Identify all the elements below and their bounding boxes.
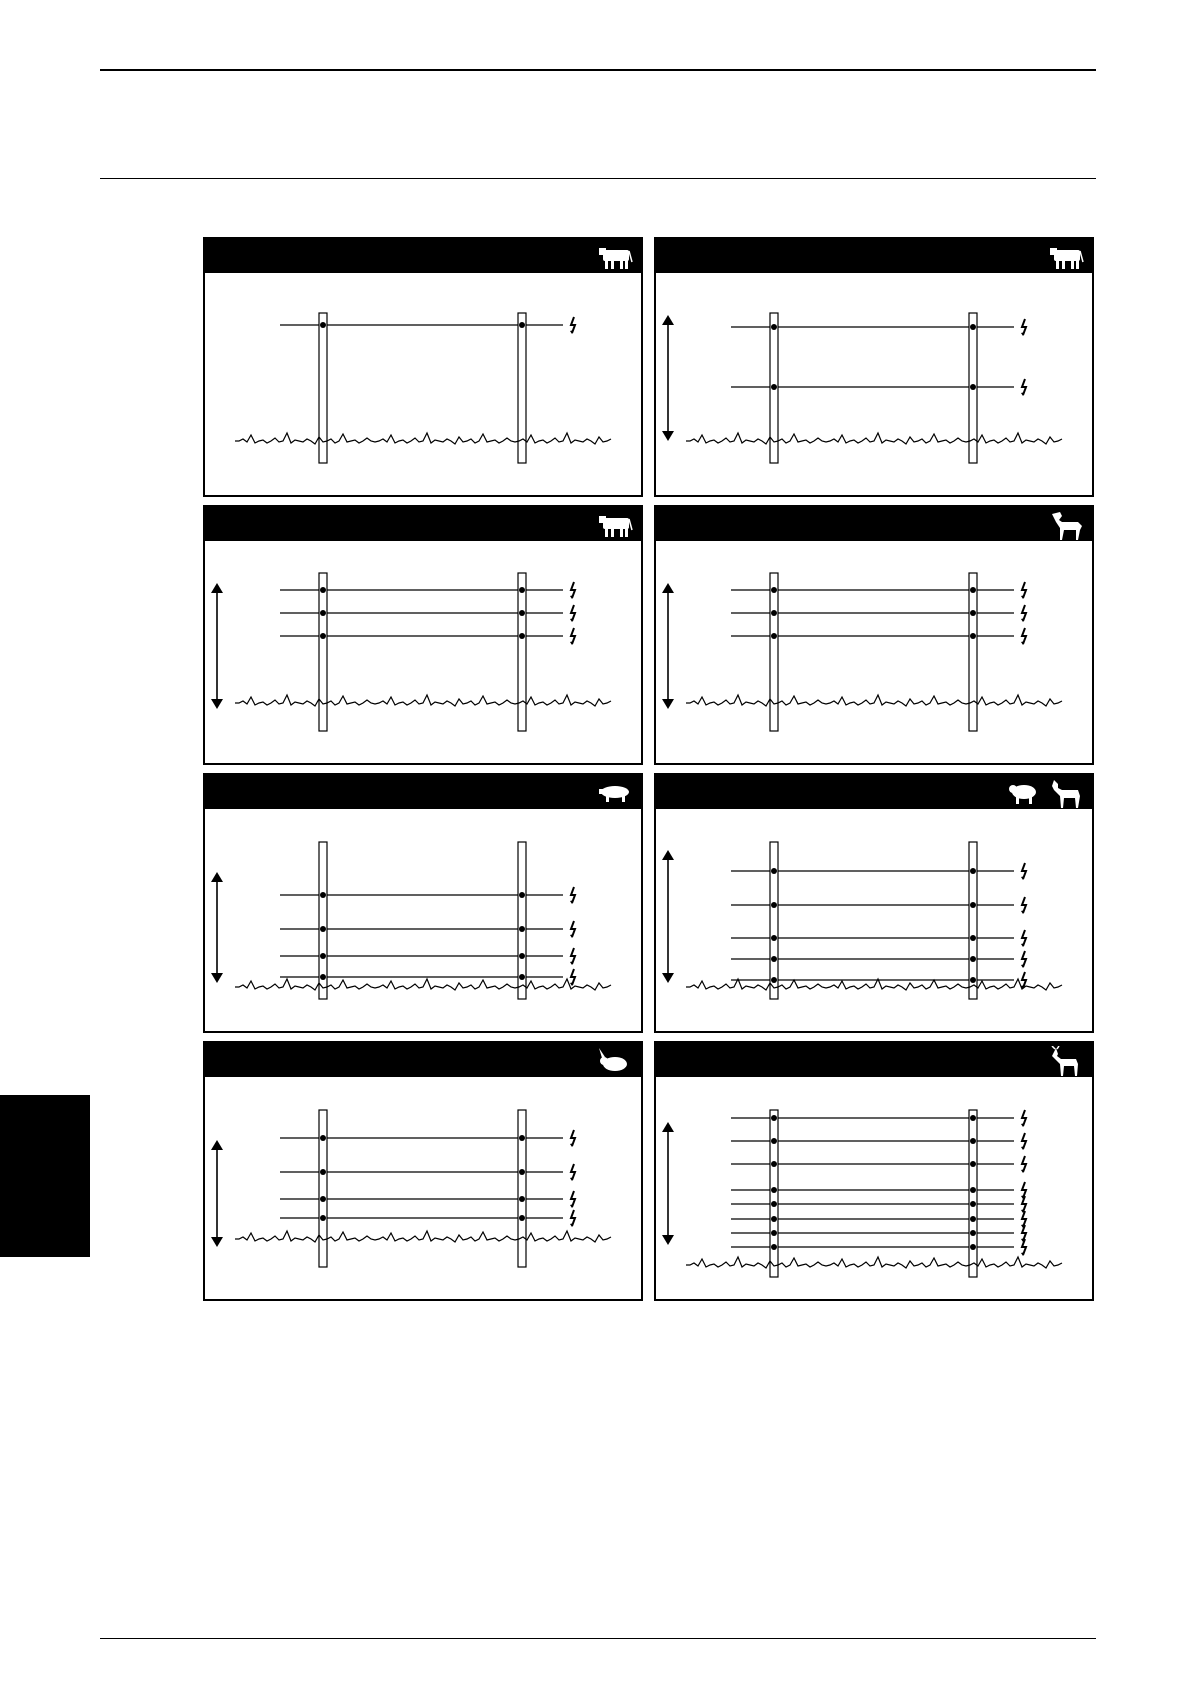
electric-pulse-icon xyxy=(570,948,575,965)
fence-post xyxy=(319,313,327,463)
electric-pulse-icon xyxy=(1021,930,1026,947)
wire-insulator xyxy=(970,1115,976,1121)
electric-pulse-icon xyxy=(1021,897,1026,914)
electric-pulse-icon xyxy=(1021,1110,1026,1127)
diagram-header-bar xyxy=(656,775,1092,809)
fence-diagram-horse-3 xyxy=(654,505,1094,765)
wire-insulator xyxy=(970,1161,976,1167)
fence-post xyxy=(518,1110,526,1267)
wire-insulator xyxy=(771,977,777,983)
wire-insulator xyxy=(320,633,326,639)
fence-post xyxy=(319,1110,327,1267)
fence-drawing xyxy=(656,273,1092,495)
fence-post xyxy=(770,573,778,731)
rabbit-icon xyxy=(599,1048,627,1071)
electric-pulse-icon xyxy=(570,582,575,599)
electric-pulse-icon xyxy=(1021,605,1026,622)
fence-post xyxy=(770,1110,778,1277)
fence-post xyxy=(969,1110,977,1277)
wire-insulator xyxy=(970,384,976,390)
arrow-head-up xyxy=(662,1122,674,1132)
electric-pulse-icon xyxy=(570,628,575,645)
electric-pulse-icon xyxy=(1021,1133,1026,1150)
fence-post xyxy=(969,573,977,731)
fence-post xyxy=(770,842,778,999)
wire-insulator xyxy=(320,610,326,616)
electric-pulse-icon xyxy=(1021,863,1026,880)
wire-insulator xyxy=(771,1187,777,1193)
wire-insulator xyxy=(320,1169,326,1175)
wire-insulator xyxy=(771,1244,777,1250)
fence-post xyxy=(319,573,327,731)
electric-pulse-icon xyxy=(570,317,575,334)
wire-insulator xyxy=(771,935,777,941)
wire-insulator xyxy=(320,926,326,932)
fence-diagram-rabbit-4 xyxy=(203,1041,643,1301)
diagram-header-bar xyxy=(656,239,1092,273)
wire-insulator xyxy=(771,1230,777,1236)
arrow-head-down xyxy=(662,1235,674,1245)
ground-grass xyxy=(235,433,611,444)
fence-diagram-cattle-2 xyxy=(654,237,1094,497)
wire-insulator xyxy=(519,610,525,616)
wire-insulator xyxy=(970,324,976,330)
cow-icon xyxy=(599,248,632,269)
wire-insulator xyxy=(519,633,525,639)
ground-grass xyxy=(235,979,611,990)
wire-insulator xyxy=(970,902,976,908)
arrow-head-down xyxy=(662,699,674,709)
electric-pulse-icon xyxy=(570,1191,575,1208)
wire-insulator xyxy=(320,953,326,959)
cow-icon xyxy=(599,516,632,537)
wire-insulator xyxy=(519,974,525,980)
fence-post xyxy=(969,842,977,999)
electric-pulse-icon xyxy=(570,969,575,986)
arrow-head-up xyxy=(211,1140,223,1150)
diagram-header-bar xyxy=(205,1043,641,1077)
arrow-head-up xyxy=(211,583,223,593)
ground-grass xyxy=(235,1231,611,1242)
wire-insulator xyxy=(771,956,777,962)
wire-insulator xyxy=(519,1169,525,1175)
fence-diagram-cattle-1 xyxy=(203,237,643,497)
wire-insulator xyxy=(970,1244,976,1250)
wire-insulator xyxy=(771,868,777,874)
goat-icon xyxy=(1052,780,1080,808)
fence-drawing xyxy=(205,273,641,495)
wire-insulator xyxy=(519,1196,525,1202)
footer-rule xyxy=(100,1638,1096,1639)
fence-diagram-sheep-goat-5 xyxy=(654,773,1094,1033)
diagram-header-bar xyxy=(205,239,641,273)
wire-insulator xyxy=(519,926,525,932)
diagram-header-bar xyxy=(205,507,641,541)
fence-drawing xyxy=(205,809,641,1031)
wire-insulator xyxy=(320,1196,326,1202)
wire-insulator xyxy=(970,1230,976,1236)
wire-insulator xyxy=(771,902,777,908)
arrow-head-up xyxy=(662,850,674,860)
wire-insulator xyxy=(519,1135,525,1141)
pig-icon xyxy=(599,786,629,802)
ground-grass xyxy=(686,979,1062,990)
wire-insulator xyxy=(970,1201,976,1207)
wire-insulator xyxy=(970,868,976,874)
wire-insulator xyxy=(771,1201,777,1207)
wire-insulator xyxy=(970,977,976,983)
wire-insulator xyxy=(320,1135,326,1141)
wire-insulator xyxy=(320,974,326,980)
fence-drawing xyxy=(656,809,1092,1031)
arrow-head-down xyxy=(211,1237,223,1247)
wire-insulator xyxy=(970,610,976,616)
wire-insulator xyxy=(771,1161,777,1167)
wire-insulator xyxy=(771,633,777,639)
arrow-head-down xyxy=(662,973,674,983)
wire-insulator xyxy=(519,587,525,593)
deer-icon xyxy=(1052,1046,1078,1076)
wire-insulator xyxy=(320,322,326,328)
electric-pulse-icon xyxy=(570,887,575,904)
electric-pulse-icon xyxy=(1021,582,1026,599)
diagram-header-bar xyxy=(205,775,641,809)
ground-grass xyxy=(686,433,1062,444)
horse-icon xyxy=(1052,512,1082,540)
wire-insulator xyxy=(970,935,976,941)
electric-pulse-icon xyxy=(1021,1239,1026,1256)
fence-drawing xyxy=(205,541,641,763)
electric-pulse-icon xyxy=(1021,319,1026,336)
electric-pulse-icon xyxy=(570,921,575,938)
fence-drawing xyxy=(205,1077,641,1299)
electric-pulse-icon xyxy=(570,1130,575,1147)
wire-insulator xyxy=(519,892,525,898)
arrow-head-down xyxy=(662,431,674,441)
chapter-side-tab xyxy=(0,1095,90,1257)
arrow-head-down xyxy=(211,699,223,709)
ground-grass xyxy=(686,695,1062,706)
arrow-head-up xyxy=(662,583,674,593)
cow-icon xyxy=(1050,248,1083,269)
fence-drawing xyxy=(656,541,1092,763)
electric-pulse-icon xyxy=(1021,951,1026,968)
wire-insulator xyxy=(771,610,777,616)
wire-insulator xyxy=(519,1215,525,1221)
electric-pulse-icon xyxy=(570,1210,575,1227)
fence-diagram-deer-8 xyxy=(654,1041,1094,1301)
fence-drawing xyxy=(656,1077,1092,1299)
wire-insulator xyxy=(970,1138,976,1144)
wire-insulator xyxy=(519,953,525,959)
fence-diagram-cattle-3 xyxy=(203,505,643,765)
wire-insulator xyxy=(771,1216,777,1222)
electric-pulse-icon xyxy=(1021,1196,1026,1213)
wire-insulator xyxy=(771,384,777,390)
sheep-icon xyxy=(1009,785,1036,804)
wire-insulator xyxy=(320,892,326,898)
arrow-head-down xyxy=(211,973,223,983)
electric-pulse-icon xyxy=(1021,379,1026,396)
ground-grass xyxy=(686,1257,1062,1268)
ground-grass xyxy=(235,695,611,706)
wire-insulator xyxy=(970,1216,976,1222)
diagram-header-bar xyxy=(656,1043,1092,1077)
wire-insulator xyxy=(771,1115,777,1121)
wire-insulator xyxy=(519,322,525,328)
wire-insulator xyxy=(771,1138,777,1144)
diagram-header-bar xyxy=(656,507,1092,541)
wire-insulator xyxy=(970,1187,976,1193)
electric-pulse-icon xyxy=(1021,628,1026,645)
wire-insulator xyxy=(771,587,777,593)
wire-insulator xyxy=(970,633,976,639)
electric-pulse-icon xyxy=(570,605,575,622)
wire-insulator xyxy=(320,1215,326,1221)
fence-diagram-pig-4 xyxy=(203,773,643,1033)
wire-insulator xyxy=(970,587,976,593)
wire-insulator xyxy=(970,956,976,962)
electric-pulse-icon xyxy=(1021,1156,1026,1173)
arrow-head-up xyxy=(211,872,223,882)
arrow-head-up xyxy=(662,315,674,325)
top-rule xyxy=(100,69,1096,71)
header-rule xyxy=(100,178,1096,179)
wire-insulator xyxy=(771,324,777,330)
electric-pulse-icon xyxy=(570,1164,575,1181)
wire-insulator xyxy=(320,587,326,593)
fence-post xyxy=(518,573,526,731)
